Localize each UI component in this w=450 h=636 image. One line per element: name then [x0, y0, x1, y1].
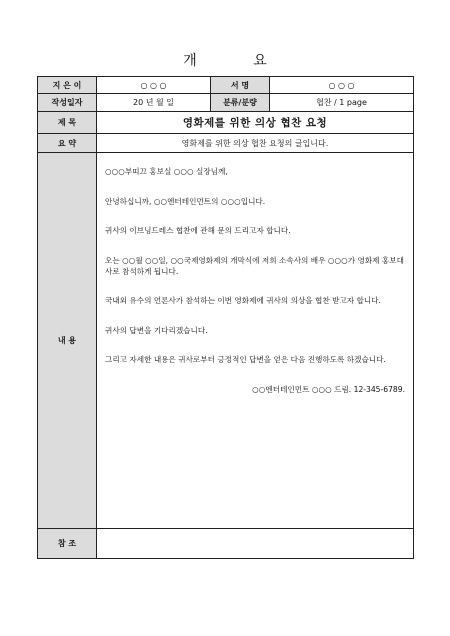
content-paragraph: 그리고 자세한 내용은 귀사로부터 긍정적인 답변을 얻은 다음 진행하도록 하겠습니다. — [105, 355, 386, 364]
summary-label: 요 약 — [38, 134, 97, 153]
category-label: 분류/분량 — [211, 94, 270, 112]
summary-value: 영화제를 위한 의상 협찬 요청의 글입니다. — [97, 134, 414, 153]
date-label: 작성일자 — [38, 94, 97, 112]
summary-form-table — [37, 76, 414, 559]
subject-label: 제 목 — [38, 112, 97, 134]
content-signoff: ○○엔터테인먼트 ○○○ 드림. 12-345-6789. — [252, 384, 405, 394]
reference-value — [97, 529, 414, 559]
content-body — [97, 153, 414, 529]
content-paragraph: ○○○부띠끄 홍보실 ○○○ 실장님께, — [105, 167, 228, 176]
content-paragraph: 안녕하십니까, ○○엔터테인먼트의 ○○○입니다. — [105, 196, 266, 206]
signature-value: ○ ○ ○ — [270, 77, 414, 94]
content-paragraph: 귀사의 답변을 기다리겠습니다. — [105, 325, 208, 335]
content-paragraph: 귀사의 이브닝드레스 협찬에 관해 문의 드리고자 합니다. — [105, 226, 291, 235]
date-value: 20 년 월 일 — [97, 94, 211, 112]
content-paragraph: 오는 ○○월 ○○일, ○○국제영화제의 개막식에 저희 소속사의 배우 ○○○가 영화제 홍보대사로 참석하게 됩니다. — [105, 255, 404, 276]
subject-value: 영화제를 위한 의상 협찬 요청 — [97, 112, 414, 134]
reference-label: 참 조 — [38, 529, 97, 559]
signature-label: 서 명 — [211, 77, 270, 94]
author-value: ○ ○ ○ — [97, 77, 211, 94]
content-label: 내 용 — [38, 153, 97, 529]
document-title: 개 요 — [183, 53, 293, 69]
content-paragraph: 국내외 유수의 언론사가 참석하는 이번 영화제에 귀사의 의상을 협찬 받고자 합니다. — [105, 296, 381, 305]
author-label: 지 은 이 — [38, 77, 97, 94]
category-value: 협찬 / 1 page — [270, 94, 414, 112]
